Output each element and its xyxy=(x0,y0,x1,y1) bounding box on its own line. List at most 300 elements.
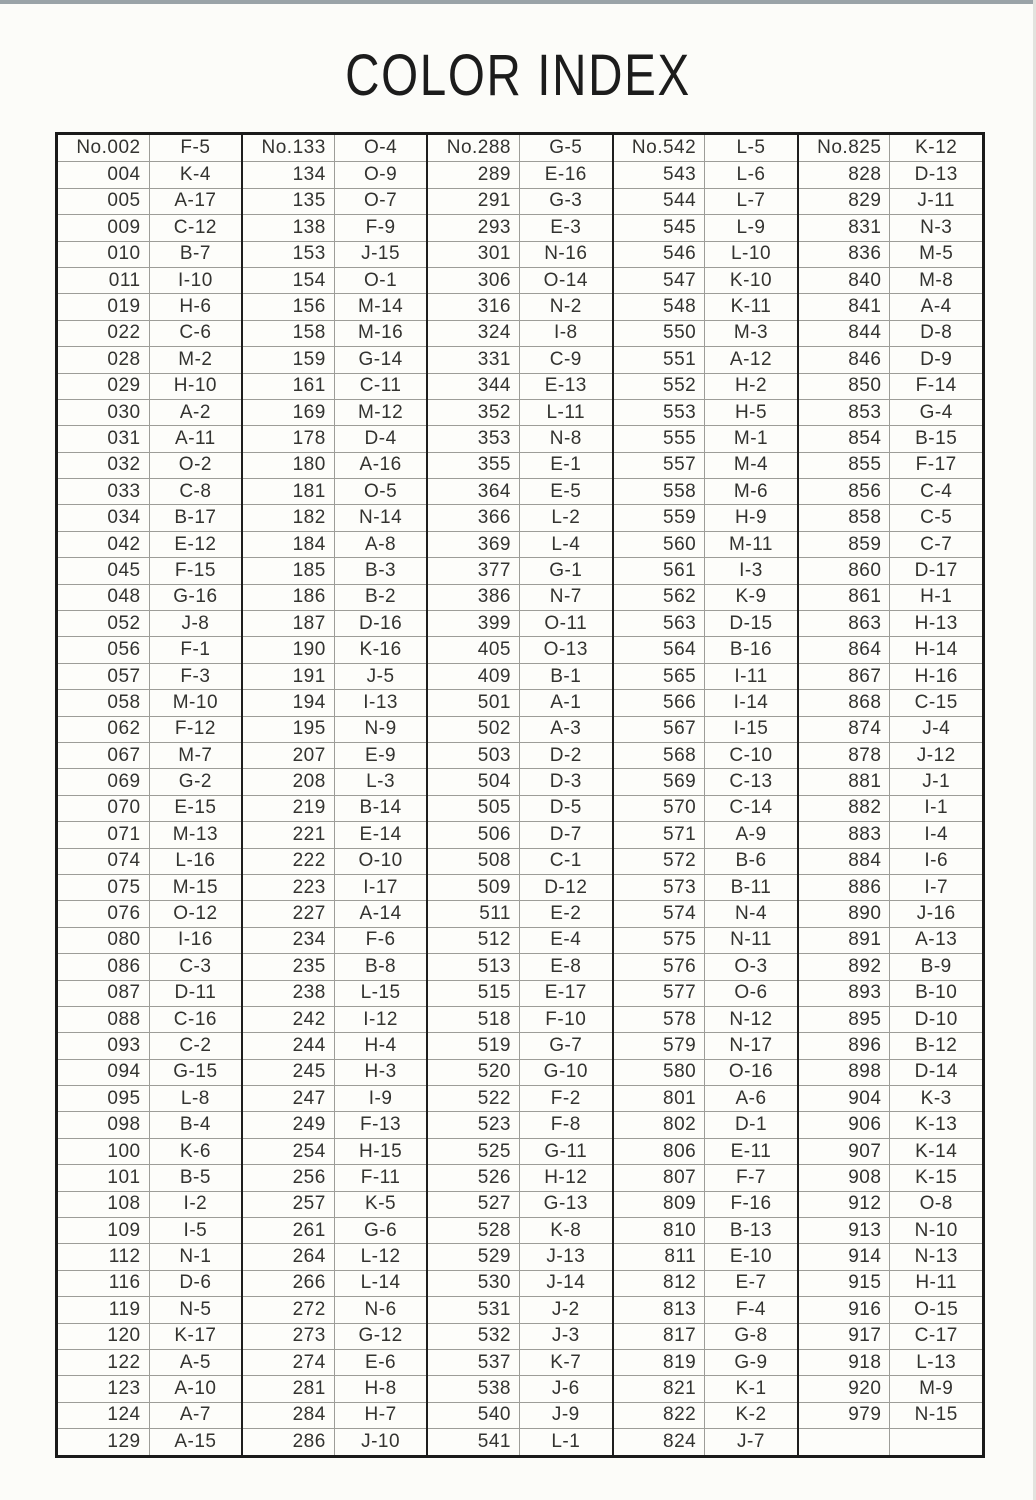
code-cell: C-7 xyxy=(920,533,953,555)
number-cell: 284 xyxy=(243,1403,335,1428)
table-row xyxy=(428,1428,611,1454)
code-cell: O-4 xyxy=(364,137,398,159)
table-row xyxy=(428,1006,611,1032)
number-cell: 274 xyxy=(243,1350,335,1375)
table-row xyxy=(243,716,426,742)
code-cell: H-3 xyxy=(364,1061,397,1083)
code-cell: M-6 xyxy=(733,480,769,502)
code-cell: D-11 xyxy=(174,982,217,1004)
number-cell: 273 xyxy=(243,1324,335,1349)
number-cell: 884 xyxy=(799,849,891,874)
table-column-4 xyxy=(612,135,797,1455)
code-cell: H-7 xyxy=(364,1404,397,1426)
code-cell: K-8 xyxy=(550,1219,582,1241)
table-row xyxy=(614,742,797,768)
code-cell xyxy=(890,1429,982,1454)
number-cell: 184 xyxy=(243,532,335,557)
code-cell: G-11 xyxy=(544,1140,588,1162)
table-row xyxy=(428,320,611,346)
code-cell: C-5 xyxy=(920,507,953,529)
code-cell: E-2 xyxy=(550,903,582,925)
table-row xyxy=(799,874,982,900)
code-cell: O-13 xyxy=(543,639,588,661)
code-cell: L-5 xyxy=(736,137,766,159)
table-row xyxy=(243,241,426,267)
number-cell: 244 xyxy=(243,1033,335,1058)
number-cell: 841 xyxy=(799,294,891,319)
table-row xyxy=(428,161,611,187)
code-cell: A-14 xyxy=(359,903,402,925)
code-cell: J-6 xyxy=(551,1378,580,1400)
number-cell: 022 xyxy=(58,321,150,346)
table-row xyxy=(428,346,611,372)
table-row xyxy=(428,1323,611,1349)
table-row xyxy=(58,1164,241,1190)
table-row xyxy=(799,293,982,319)
table-row xyxy=(428,1032,611,1058)
number-cell: 154 xyxy=(243,268,335,293)
table-row xyxy=(243,1402,426,1428)
table-row xyxy=(243,610,426,636)
table-row xyxy=(799,1217,982,1243)
code-cell: A-8 xyxy=(365,533,397,555)
code-cell: J-12 xyxy=(916,744,956,766)
number-cell: 560 xyxy=(614,532,706,557)
number-cell: 029 xyxy=(58,374,150,399)
code-cell: C-9 xyxy=(549,348,582,370)
number-cell: 518 xyxy=(428,1007,520,1032)
code-cell: L-6 xyxy=(736,164,766,186)
code-cell: I-6 xyxy=(924,850,949,872)
number-cell: 829 xyxy=(799,189,891,214)
number-cell: 087 xyxy=(58,981,150,1006)
table-row xyxy=(58,953,241,979)
table-row xyxy=(799,848,982,874)
number-cell: 281 xyxy=(243,1376,335,1401)
code-cell: C-17 xyxy=(914,1325,958,1347)
number-cell: 129 xyxy=(58,1429,150,1454)
code-cell: I-15 xyxy=(733,718,769,740)
code-cell: M-2 xyxy=(178,348,213,370)
number-cell: 502 xyxy=(428,717,520,742)
code-cell: O-12 xyxy=(173,903,218,925)
number-cell: 306 xyxy=(428,268,520,293)
table-row xyxy=(614,346,797,372)
number-cell: 266 xyxy=(243,1271,335,1296)
number-cell: 867 xyxy=(799,664,891,689)
table-column-5 xyxy=(797,135,982,1455)
number-cell: 221 xyxy=(243,822,335,847)
code-cell: M-15 xyxy=(172,876,219,898)
number-cell: 515 xyxy=(428,981,520,1006)
number-cell: 574 xyxy=(614,901,706,926)
table-row xyxy=(614,425,797,451)
table-row xyxy=(428,1375,611,1401)
number-cell: 185 xyxy=(243,558,335,583)
table-row xyxy=(243,742,426,768)
table-row xyxy=(243,188,426,214)
number-cell: 071 xyxy=(58,822,150,847)
color-index-table xyxy=(55,132,985,1458)
code-cell: N-1 xyxy=(179,1246,212,1268)
code-cell: E-4 xyxy=(550,929,582,951)
number-cell: 846 xyxy=(799,347,891,372)
number-cell: 034 xyxy=(58,505,150,530)
table-row xyxy=(58,478,241,504)
number-cell: 386 xyxy=(428,585,520,610)
table-row xyxy=(614,399,797,425)
table-row xyxy=(614,1402,797,1428)
code-cell: H-5 xyxy=(734,401,768,423)
table-row xyxy=(58,1243,241,1269)
table-row xyxy=(799,241,982,267)
number-cell: 180 xyxy=(243,453,335,478)
code-cell: B-6 xyxy=(735,850,767,872)
table-row xyxy=(799,980,982,1006)
number-cell: 537 xyxy=(428,1350,520,1375)
number-cell: 257 xyxy=(243,1192,335,1217)
code-cell: N-11 xyxy=(730,929,772,951)
number-cell: 806 xyxy=(614,1139,706,1164)
code-cell: G-15 xyxy=(173,1061,218,1083)
code-cell: B-16 xyxy=(729,639,773,661)
table-row xyxy=(799,161,982,187)
code-cell: J-4 xyxy=(922,718,951,740)
number-cell: 352 xyxy=(428,400,520,425)
number-cell: 088 xyxy=(58,1007,150,1032)
table-row xyxy=(428,1243,611,1269)
table-row xyxy=(428,874,611,900)
code-cell: F-12 xyxy=(174,718,216,740)
table-row xyxy=(58,1217,241,1243)
table-row xyxy=(58,1270,241,1296)
code-cell: B-14 xyxy=(359,797,402,819)
number-cell: 576 xyxy=(614,954,706,979)
table-row xyxy=(428,900,611,926)
number-cell: 573 xyxy=(614,875,706,900)
number-cell: 807 xyxy=(614,1165,706,1190)
code-cell: L-13 xyxy=(916,1351,957,1373)
table-row xyxy=(428,953,611,979)
table-row xyxy=(58,663,241,689)
table-row xyxy=(614,557,797,583)
table-row xyxy=(428,293,611,319)
code-cell: K-5 xyxy=(365,1193,397,1215)
number-cell: 116 xyxy=(58,1271,150,1296)
table-row xyxy=(799,267,982,293)
number-cell: 249 xyxy=(243,1112,335,1137)
table-row xyxy=(614,1217,797,1243)
code-cell: C-14 xyxy=(729,797,773,819)
code-cell: I-10 xyxy=(178,269,213,291)
number-cell: 824 xyxy=(614,1429,706,1454)
code-cell: A-4 xyxy=(920,296,952,318)
table-row xyxy=(58,1191,241,1217)
number-cell: 182 xyxy=(243,505,335,530)
table-row xyxy=(58,504,241,530)
number-cell: 859 xyxy=(799,532,891,557)
number-cell: 158 xyxy=(243,321,335,346)
table-row xyxy=(614,214,797,240)
table-row xyxy=(428,1138,611,1164)
code-cell: O-3 xyxy=(734,955,768,977)
table-row xyxy=(428,478,611,504)
code-cell: E-11 xyxy=(730,1140,772,1162)
number-cell: 058 xyxy=(58,690,150,715)
table-row xyxy=(243,584,426,610)
number-cell: 501 xyxy=(428,690,520,715)
table-row xyxy=(58,1375,241,1401)
table-row xyxy=(614,716,797,742)
number-cell: 503 xyxy=(428,743,520,768)
table-row xyxy=(614,1428,797,1454)
code-cell: F-3 xyxy=(180,665,211,687)
table-row xyxy=(614,504,797,530)
number-cell: 895 xyxy=(799,1007,891,1032)
code-cell: B-9 xyxy=(920,955,952,977)
code-cell: F-9 xyxy=(365,216,396,238)
number-cell: 920 xyxy=(799,1376,891,1401)
table-row xyxy=(58,900,241,926)
table-row xyxy=(428,399,611,425)
code-cell: A-1 xyxy=(550,691,582,713)
table-row xyxy=(799,636,982,662)
code-cell: F-1 xyxy=(180,639,211,661)
code-cell: B-3 xyxy=(365,559,397,581)
code-cell: H-14 xyxy=(914,639,958,661)
code-cell: I-4 xyxy=(924,823,949,845)
code-cell: E-8 xyxy=(550,955,582,977)
code-cell: N-7 xyxy=(549,586,582,608)
code-cell: D-7 xyxy=(549,823,582,845)
table-row xyxy=(58,241,241,267)
table-row xyxy=(614,531,797,557)
table-row xyxy=(428,1270,611,1296)
number-cell: 579 xyxy=(614,1033,706,1058)
number-cell: 093 xyxy=(58,1033,150,1058)
code-cell: K-17 xyxy=(174,1325,217,1347)
code-cell: O-15 xyxy=(914,1298,959,1320)
table-row xyxy=(58,373,241,399)
code-cell: G-8 xyxy=(734,1325,768,1347)
number-cell: 913 xyxy=(799,1218,891,1243)
code-cell: I-16 xyxy=(178,929,213,951)
table-row xyxy=(243,1296,426,1322)
code-cell: G-16 xyxy=(173,586,218,608)
table-row xyxy=(243,1323,426,1349)
table-row xyxy=(799,1349,982,1375)
table-row xyxy=(243,557,426,583)
table-row xyxy=(243,1138,426,1164)
number-cell: 575 xyxy=(614,928,706,953)
table-row xyxy=(614,1111,797,1137)
number-cell: 101 xyxy=(58,1165,150,1190)
code-cell: J-16 xyxy=(916,903,956,925)
number-cell: 153 xyxy=(243,242,335,267)
number-cell: 207 xyxy=(243,743,335,768)
number-cell: 912 xyxy=(799,1192,891,1217)
table-row xyxy=(428,716,611,742)
table-row xyxy=(614,1375,797,1401)
code-cell: E-17 xyxy=(544,982,587,1004)
table-row xyxy=(799,1243,982,1269)
number-cell: 405 xyxy=(428,637,520,662)
table-row xyxy=(799,1111,982,1137)
number-cell: 898 xyxy=(799,1060,891,1085)
number-cell: 286 xyxy=(243,1429,335,1454)
number-cell: 545 xyxy=(614,215,706,240)
table-row xyxy=(614,188,797,214)
code-cell: C-16 xyxy=(173,1008,217,1030)
code-cell: N-9 xyxy=(364,718,397,740)
table-row xyxy=(799,1270,982,1296)
number-cell: 052 xyxy=(58,611,150,636)
table-row xyxy=(243,135,426,161)
code-cell: N-2 xyxy=(549,296,582,318)
code-cell: B-4 xyxy=(179,1114,211,1136)
number-cell: 904 xyxy=(799,1086,891,1111)
code-cell: O-7 xyxy=(364,190,398,212)
code-cell: O-8 xyxy=(919,1193,953,1215)
table-row xyxy=(614,1323,797,1349)
table-row xyxy=(428,452,611,478)
number-cell: 844 xyxy=(799,321,891,346)
code-cell: I-12 xyxy=(363,1008,398,1030)
number-cell: 896 xyxy=(799,1033,891,1058)
code-cell: G-13 xyxy=(543,1193,588,1215)
code-cell: L-4 xyxy=(551,533,581,555)
table-row xyxy=(243,1032,426,1058)
table-row xyxy=(614,1270,797,1296)
number-cell: 878 xyxy=(799,743,891,768)
table-row xyxy=(614,663,797,689)
code-cell: A-10 xyxy=(174,1378,217,1400)
number-cell: 801 xyxy=(614,1086,706,1111)
number-cell: 564 xyxy=(614,637,706,662)
code-cell: E-9 xyxy=(365,744,397,766)
code-cell: B-15 xyxy=(915,427,958,449)
number-cell: 076 xyxy=(58,901,150,926)
number-cell: 247 xyxy=(243,1086,335,1111)
code-cell: D-16 xyxy=(359,612,403,634)
table-row xyxy=(799,135,982,161)
number-cell: 355 xyxy=(428,453,520,478)
number-cell: 891 xyxy=(799,928,891,953)
table-column-1 xyxy=(58,135,241,1455)
table-row xyxy=(428,373,611,399)
number-cell: 864 xyxy=(799,637,891,662)
number-cell: 119 xyxy=(58,1297,150,1322)
code-cell: G-10 xyxy=(543,1061,588,1083)
table-row xyxy=(58,716,241,742)
code-cell: N-10 xyxy=(914,1219,958,1241)
number-cell: 030 xyxy=(58,400,150,425)
number-cell: 561 xyxy=(614,558,706,583)
table-row xyxy=(58,742,241,768)
number-cell: 511 xyxy=(428,901,520,926)
code-cell: H-11 xyxy=(915,1272,958,1294)
number-cell: 108 xyxy=(58,1192,150,1217)
number-cell: 819 xyxy=(614,1350,706,1375)
table-row xyxy=(58,768,241,794)
code-cell: F-14 xyxy=(915,375,957,397)
code-cell: G-2 xyxy=(178,771,212,793)
table-row xyxy=(58,821,241,847)
table-row xyxy=(243,267,426,293)
code-cell: M-4 xyxy=(733,454,769,476)
number-cell: 577 xyxy=(614,981,706,1006)
table-row xyxy=(243,1059,426,1085)
number-cell: 917 xyxy=(799,1324,891,1349)
code-cell: J-2 xyxy=(551,1298,580,1320)
code-cell: E-6 xyxy=(365,1351,397,1373)
table-row xyxy=(58,188,241,214)
table-row xyxy=(243,1428,426,1454)
table-row xyxy=(614,1138,797,1164)
number-cell: 840 xyxy=(799,268,891,293)
table-row xyxy=(58,1428,241,1454)
number-cell: 080 xyxy=(58,928,150,953)
table-row xyxy=(243,1243,426,1269)
code-cell: F-16 xyxy=(730,1193,772,1215)
table-row xyxy=(428,742,611,768)
table-row xyxy=(58,1111,241,1137)
number-cell: 019 xyxy=(58,294,150,319)
number-cell: 512 xyxy=(428,928,520,953)
number-cell: 571 xyxy=(614,822,706,847)
table-row xyxy=(614,874,797,900)
table-row xyxy=(58,874,241,900)
code-cell: M-11 xyxy=(729,533,773,555)
number-cell: 056 xyxy=(58,637,150,662)
number-cell: 161 xyxy=(243,374,335,399)
code-cell: D-3 xyxy=(549,771,582,793)
number-cell: 547 xyxy=(614,268,706,293)
table-column-3 xyxy=(426,135,611,1455)
number-cell: 112 xyxy=(58,1244,150,1269)
code-cell: O-11 xyxy=(544,612,588,634)
code-cell: D-4 xyxy=(364,427,397,449)
code-cell: C-15 xyxy=(914,691,958,713)
code-cell: F-4 xyxy=(736,1298,766,1320)
table-row xyxy=(58,927,241,953)
number-cell: 817 xyxy=(614,1324,706,1349)
code-cell: N-13 xyxy=(914,1246,958,1268)
number-cell: No.133 xyxy=(243,135,335,161)
code-cell: G-4 xyxy=(919,401,953,423)
table-row xyxy=(614,768,797,794)
number-cell: 227 xyxy=(243,901,335,926)
code-cell: H-1 xyxy=(920,586,953,608)
table-row xyxy=(428,821,611,847)
table-row xyxy=(614,900,797,926)
code-cell: G-14 xyxy=(358,348,403,370)
code-cell: I-17 xyxy=(363,876,398,898)
number-cell: 256 xyxy=(243,1165,335,1190)
number-cell xyxy=(799,1429,891,1454)
code-cell: I-3 xyxy=(739,559,763,581)
number-cell: 568 xyxy=(614,743,706,768)
table-row xyxy=(799,346,982,372)
code-cell: B-12 xyxy=(915,1034,958,1056)
table-row xyxy=(58,452,241,478)
table-row xyxy=(428,610,611,636)
number-cell: 242 xyxy=(243,1007,335,1032)
code-cell: H-13 xyxy=(914,612,958,634)
code-cell: B-2 xyxy=(365,586,397,608)
number-cell: 409 xyxy=(428,664,520,689)
number-cell: 553 xyxy=(614,400,706,425)
